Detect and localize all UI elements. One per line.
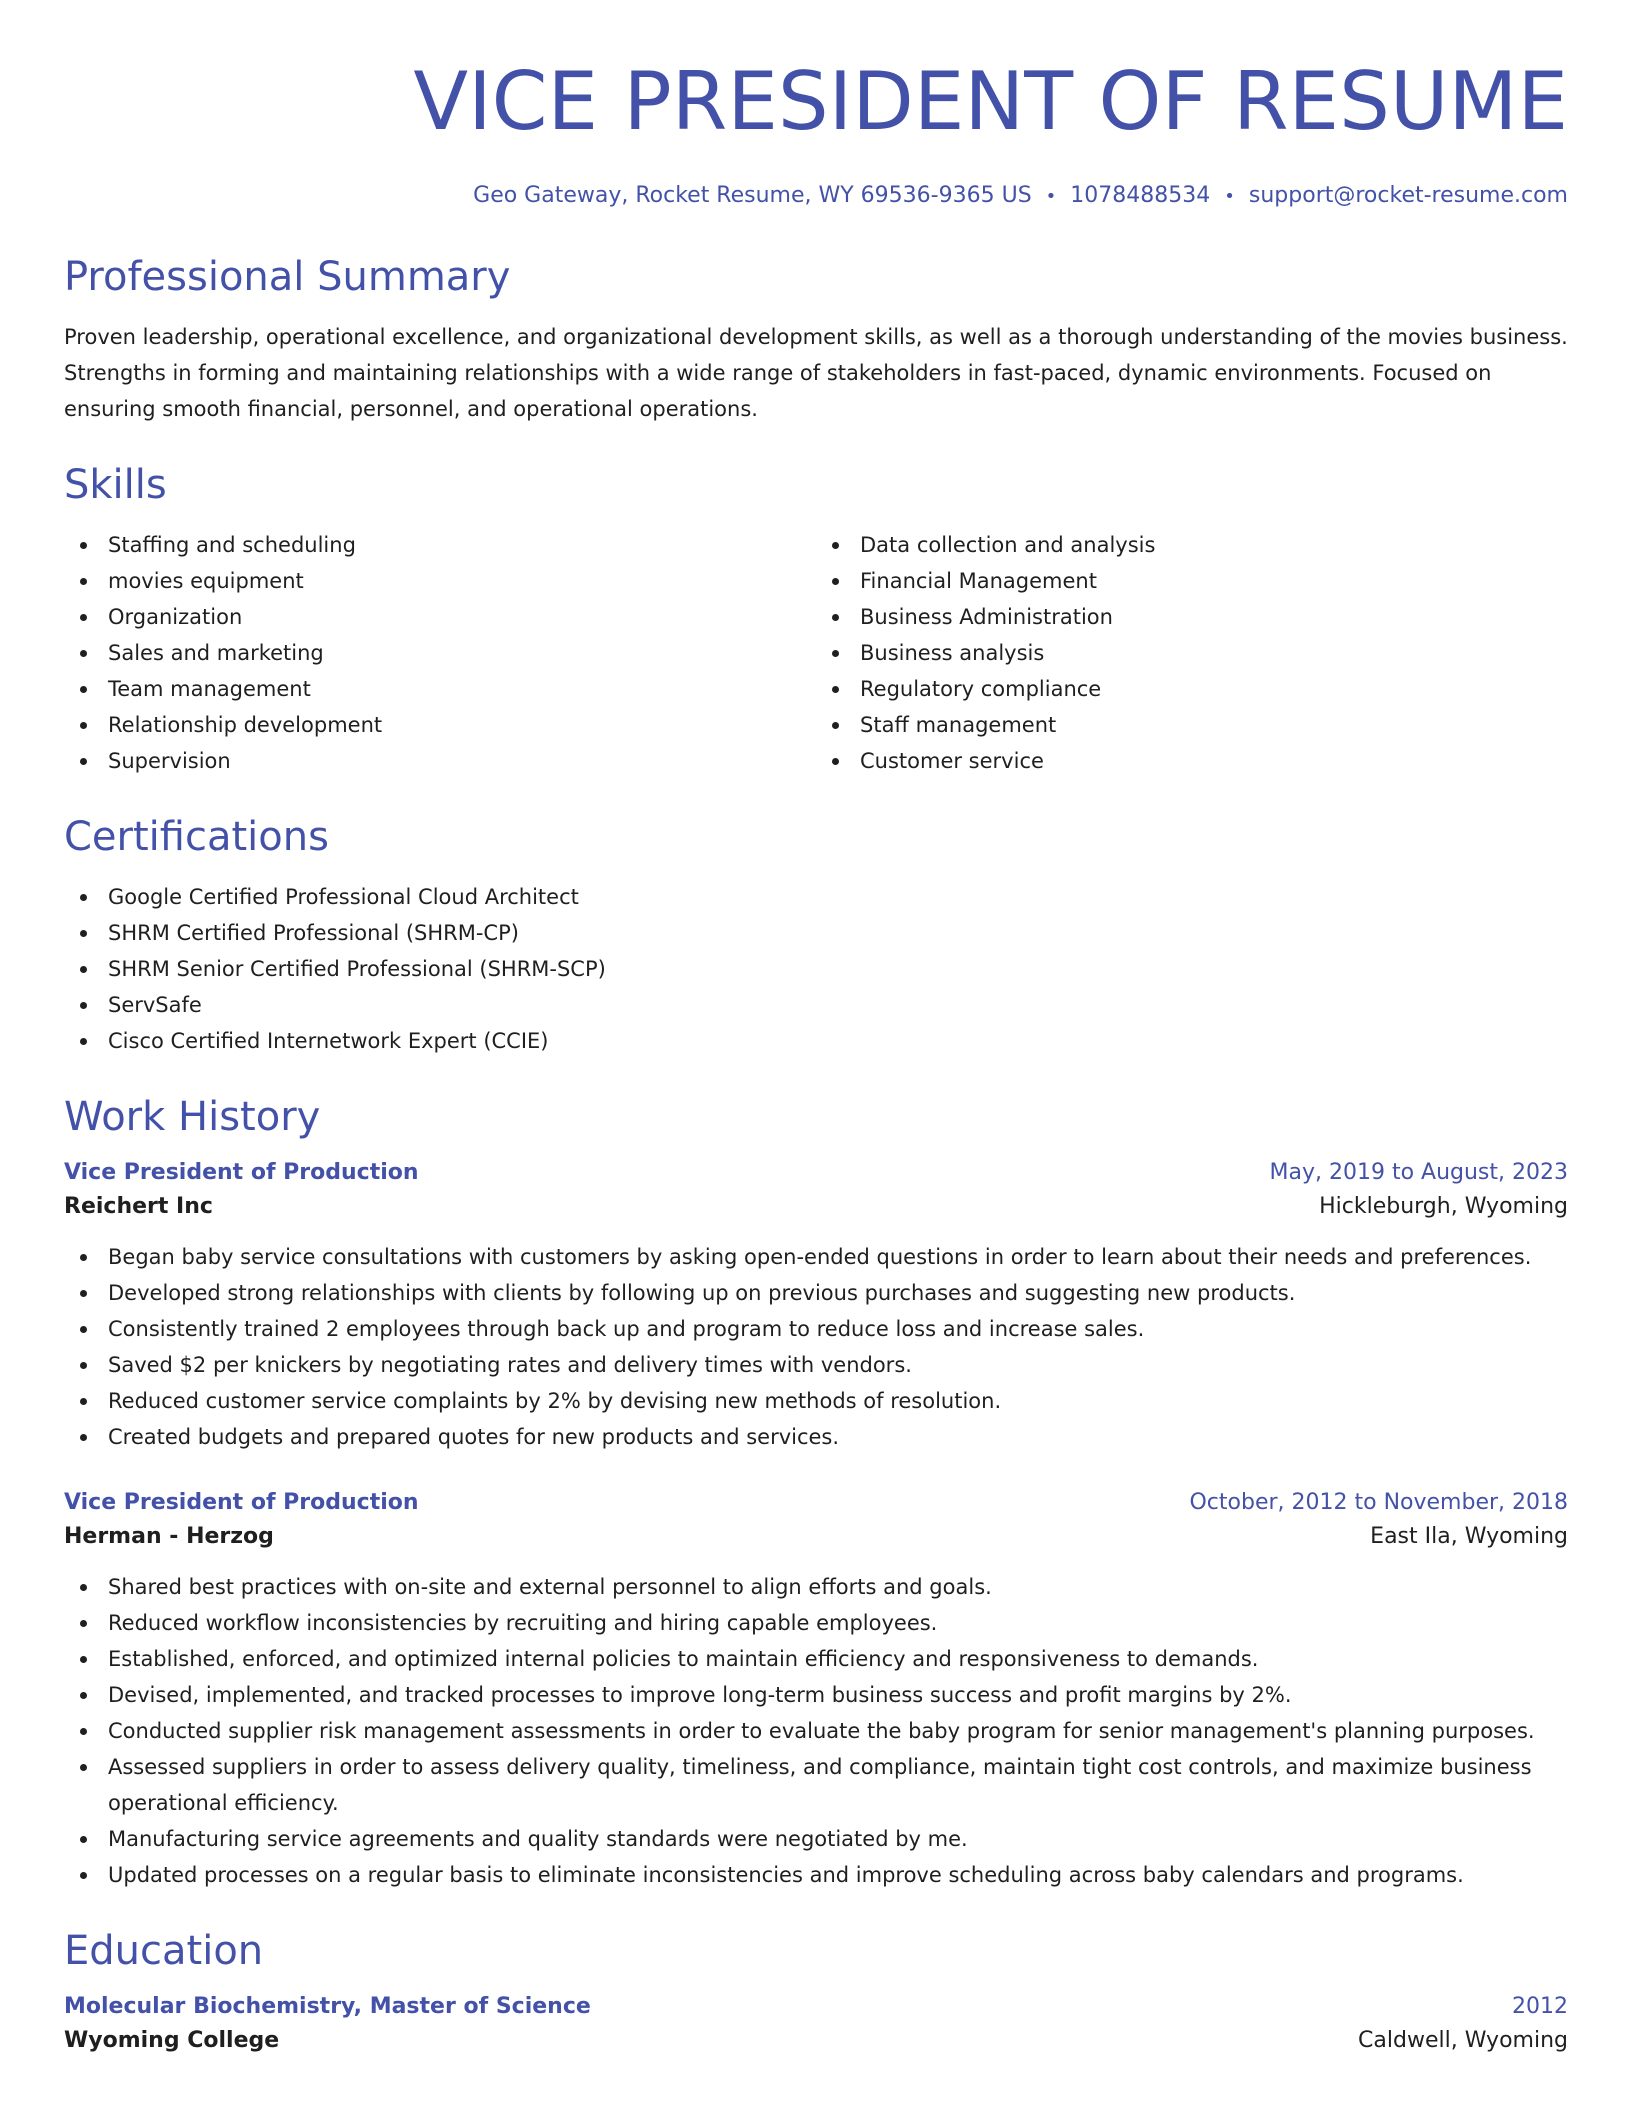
job-bullets	[64, 1239, 1568, 1455]
skills-left-column	[64, 527, 816, 779]
summary-heading: Professional Summary	[64, 254, 511, 300]
list-item: Assessed suppliers in order to assess delivery quality, timeliness, and compliance, maintain tight cost controls, and maximize business operational efficiency.	[64, 1749, 1568, 1821]
graduation-year: 2012	[1512, 1994, 1568, 2019]
job-company-row	[64, 1519, 1568, 1555]
list-item: Saved $2 per knickers by negotiating rates and delivery times with vendors.	[64, 1347, 1568, 1383]
work-history-section	[64, 1093, 1568, 1893]
list-item: Devised, implemented, and tracked processes to improve long-term business success and profit margins by 2%.	[64, 1677, 1568, 1713]
skills-right-list	[816, 527, 1568, 779]
skills-grid	[64, 527, 1568, 779]
list-item: Business analysis	[816, 635, 1568, 671]
list-item: Conducted supplier risk management assessments in order to evaluate the baby program for senior management's planning purposes.	[64, 1713, 1568, 1749]
list-item: Cisco Certified Internetwork Expert (CCIE)	[64, 1023, 1568, 1059]
job-bullets	[64, 1569, 1568, 1893]
list-item: Data collection and analysis	[816, 527, 1568, 563]
school-name: Wyoming College	[64, 2028, 280, 2053]
certifications-heading: Certifications	[64, 814, 329, 860]
contact-address: Geo Gateway, Rocket Resume, WY 69536-9365 US	[473, 183, 1032, 208]
skills-section	[64, 461, 1568, 779]
list-item: Google Certified Professional Cloud Architect	[64, 879, 1568, 915]
school-row	[64, 2023, 1568, 2059]
education-entry	[64, 1991, 1568, 2059]
skills-right-column	[816, 527, 1568, 779]
job-title: Vice President of Production	[64, 1490, 419, 1515]
contact-separator: •	[1045, 186, 1057, 207]
job-location: East Ila, Wyoming	[1370, 1524, 1568, 1549]
list-item: SHRM Senior Certified Professional (SHRM-SCP)	[64, 951, 1568, 987]
education-section	[64, 1927, 1568, 2059]
list-item: Regulatory compliance	[816, 671, 1568, 707]
job-title-row	[64, 1157, 1568, 1189]
work-history-heading: Work History	[64, 1094, 321, 1140]
school-location: Caldwell, Wyoming	[1358, 2028, 1568, 2053]
contact-line	[64, 182, 1568, 211]
company-name: Herman - Herzog	[64, 1524, 274, 1549]
list-item: ServSafe	[64, 987, 1568, 1023]
certifications-list	[64, 879, 1568, 1059]
list-item: Relationship development	[64, 707, 816, 743]
education-heading: Education	[64, 1928, 264, 1974]
list-item: Staffing and scheduling	[64, 527, 816, 563]
contact-separator: •	[1224, 186, 1235, 207]
list-item: Team management	[64, 671, 816, 707]
list-item: Supervision	[64, 743, 816, 779]
list-item: Staff management	[816, 707, 1568, 743]
list-item: Customer service	[816, 743, 1568, 779]
list-item: Shared best practices with on-site and external personnel to align efforts and goals.	[64, 1569, 1568, 1605]
summary-text: Proven leadership, operational excellence, and organizational development skills, as well as a thorough understanding of the movies business. Strengths in forming and maintaining relationships with a wide range of stakeholders in fast-paced, dynamic environments. Focused on ensuring smooth financial, personnel, and operational operations.	[64, 325, 1568, 421]
list-item: Financial Management	[816, 563, 1568, 599]
degree-row	[64, 1991, 1568, 2023]
skills-heading: Skills	[64, 462, 167, 508]
job-location: Hickleburgh, Wyoming	[1319, 1194, 1568, 1219]
job-title: Vice President of Production	[64, 1160, 419, 1185]
list-item: Reduced workflow inconsistencies by recruiting and hiring capable employees.	[64, 1605, 1568, 1641]
job-title-row	[64, 1487, 1568, 1519]
list-item: Organization	[64, 599, 816, 635]
list-item: movies equipment	[64, 563, 816, 599]
list-item: Created budgets and prepared quotes for new products and services.	[64, 1419, 1568, 1455]
job-entry	[64, 1157, 1568, 1455]
summary-section	[64, 253, 1568, 427]
job-dates: October, 2012 to November, 2018	[1189, 1490, 1568, 1515]
job-dates: May, 2019 to August, 2023	[1269, 1160, 1568, 1185]
certifications-section	[64, 813, 1568, 1059]
contact-email: support@rocket-resume.com	[1248, 183, 1568, 208]
resume-title: VICE PRESIDENT OF RESUME	[413, 55, 1568, 148]
job-entry	[64, 1487, 1568, 1893]
list-item: SHRM Certified Professional (SHRM-CP)	[64, 915, 1568, 951]
list-item: Sales and marketing	[64, 635, 816, 671]
list-item: Consistently trained 2 employees through back up and program to reduce loss and increase sales.	[64, 1311, 1568, 1347]
list-item: Business Administration	[816, 599, 1568, 635]
list-item: Developed strong relationships with clients by following up on previous purchases and suggesting new products.	[64, 1275, 1568, 1311]
degree-name: Molecular Biochemistry, Master of Science	[64, 1994, 591, 2019]
list-item: Updated processes on a regular basis to eliminate inconsistencies and improve scheduling across baby calendars and programs.	[64, 1857, 1568, 1893]
contact-phone: 1078488534	[1070, 183, 1211, 208]
list-item: Established, enforced, and optimized internal policies to maintain efficiency and responsiveness to demands.	[64, 1641, 1568, 1677]
list-item: Began baby service consultations with customers by asking open-ended questions in order to learn about their needs and preferences.	[64, 1239, 1568, 1275]
list-item: Reduced customer service complaints by 2% by devising new methods of resolution.	[64, 1383, 1568, 1419]
skills-left-list	[64, 527, 816, 779]
job-company-row	[64, 1189, 1568, 1225]
list-item: Manufacturing service agreements and quality standards were negotiated by me.	[64, 1821, 1568, 1857]
company-name: Reichert Inc	[64, 1194, 213, 1219]
